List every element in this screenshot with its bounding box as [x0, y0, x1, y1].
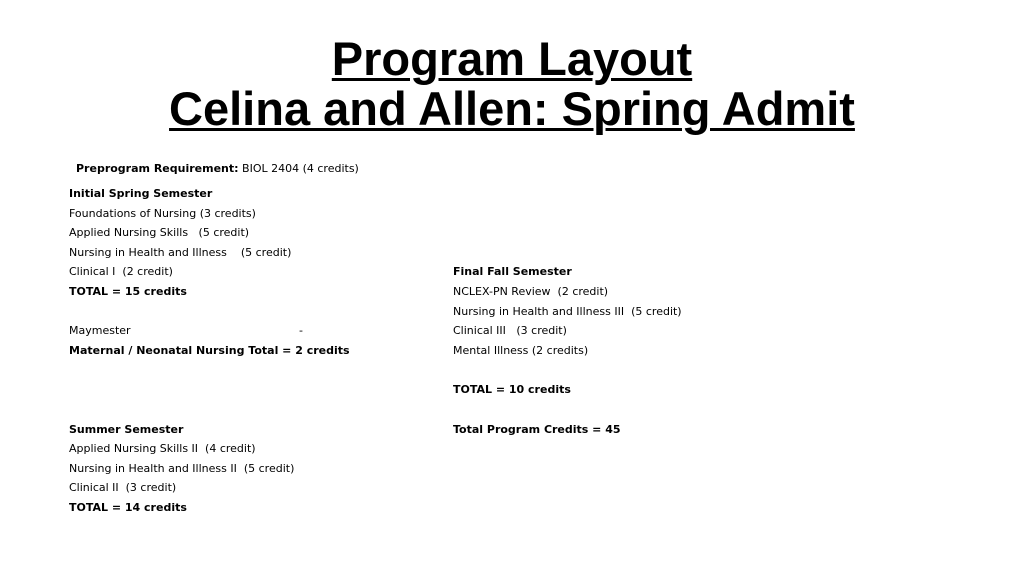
- summer-course: Clinical II (3 credit): [69, 481, 177, 494]
- final-fall-heading: Final Fall Semester: [453, 265, 572, 278]
- initial-spring-course: Foundations of Nursing (3 credits): [69, 207, 256, 220]
- preprogram-requirement: [69, 148, 359, 176]
- summer-total: TOTAL = 14 credits: [69, 501, 187, 514]
- maymester-dash: -: [299, 324, 303, 337]
- title-line-1: Program Layout: [331, 32, 693, 85]
- preprogram-value: BIOL 2404 (4 credits): [238, 162, 359, 175]
- initial-spring-course: Clinical I (2 credit): [69, 265, 173, 278]
- final-fall-course: NCLEX-PN Review (2 credit): [453, 285, 609, 298]
- summer-course: Nursing in Health and Illness II (5 credit): [69, 462, 295, 475]
- final-fall-course: Clinical III (3 credit): [453, 324, 567, 337]
- page-title: [0, 34, 1024, 134]
- initial-spring-total: TOTAL = 15 credits: [69, 285, 187, 298]
- preprogram-label: Preprogram Requirement:: [76, 162, 239, 175]
- initial-spring-course: Applied Nursing Skills (5 credit): [69, 226, 250, 239]
- maymester-heading: Maymester: [69, 324, 131, 337]
- final-fall-total: TOTAL = 10 credits: [453, 383, 571, 396]
- initial-spring-course: Nursing in Health and Illness (5 credit): [69, 246, 292, 259]
- final-fall-course: Nursing in Health and Illness III (5 credit): [453, 305, 682, 318]
- final-fall-course: Mental Illness (2 credits): [453, 344, 589, 357]
- initial-spring-heading: Initial Spring Semester: [69, 187, 213, 200]
- maymester-course: Maternal / Neonatal Nursing Total = 2 credits: [69, 344, 350, 357]
- summer-course: Applied Nursing Skills II (4 credit): [69, 442, 256, 455]
- summer-heading: Summer Semester: [69, 423, 184, 436]
- program-total: Total Program Credits = 45: [453, 423, 621, 436]
- title-line-2: Celina and Allen: Spring Admit: [169, 82, 855, 135]
